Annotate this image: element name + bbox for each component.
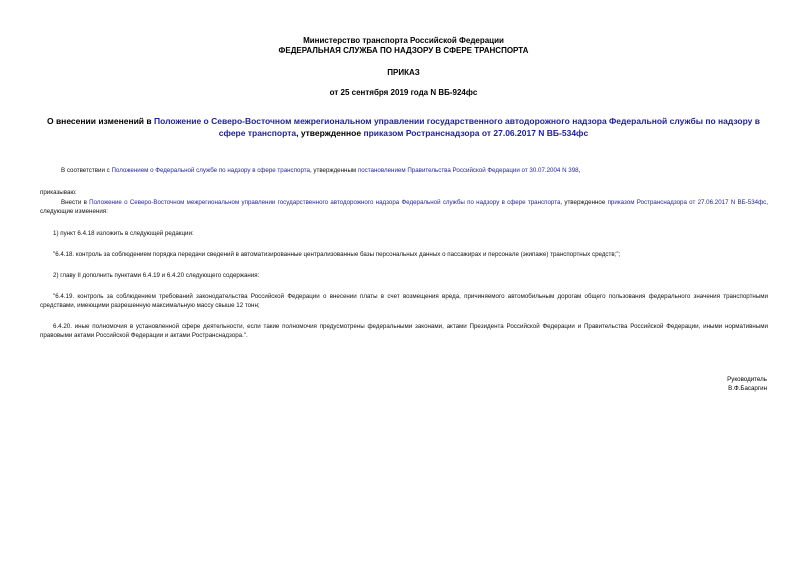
p3-middle: , утвержденное [560,199,608,206]
paragraph-6-4-19: "6.4.19. контроль за соблюдением требований законодательства Российской Федерации о внесении платы в счет возмещения вреда, причиняемого автомобильным дорогам общего пользования федерального значения транспортными средствами, имеющими разрешенную максимальную массу свыше 12 тонн; [40,293,768,309]
p1-middle: , утвержденным [309,167,358,174]
p1-suffix: , [578,167,581,174]
p3-prefix: Внести в [61,199,90,206]
paragraph-item-1: 1) пункт 6.4.18 изложить в следующей редакции: [53,230,194,237]
p3-suffix: , следующие изменения: [40,199,769,215]
paragraph-amend [40,198,768,216]
paragraph-6-4-18: "6.4.18. контроль за соблюдением порядка передачи сведений в автоматизированные централизованные базы персональных данных о пассажирах и персонале (экипаже) транспортных средств;"; [53,251,621,258]
p1-link-decree[interactable]: постановлением Правительства Российской Федерации от 30.07.2004 N 398 [357,167,579,174]
service-heading: ФЕДЕРАЛЬНАЯ СЛУЖБА ПО НАДЗОРУ В СФЕРЕ ТРАНСПОРТА [278,46,529,55]
title-prefix: О внесении изменений в [46,116,154,126]
p3-link-order[interactable]: приказом Ространснадзора от 27.06.2017 N ВБ-534фс [607,199,767,206]
p1-link-regulation[interactable]: Положением о Федеральной службе по надзору в сфере транспорта [111,167,310,174]
p1-prefix: В соответствии с [61,167,112,174]
signature-role: Руководитель [727,376,767,383]
document-title [40,115,767,139]
title-link-regulation[interactable]: Положение о Северо-Восточном межрегиональном управлении государственного автодорожного надзора Федеральной службы по надзору в сфере транспорта [153,116,760,138]
title-link-order[interactable]: приказом Ространснадзора от 27.06.2017 N ВБ-534фс [363,128,589,138]
paragraph-order-word: приказываю: [40,189,77,196]
title-middle: , утвержденное [296,128,364,138]
date-number-heading: от 25 сентября 2019 года N ВБ-924фс [329,88,478,97]
doc-type-heading: ПРИКАЗ [387,68,420,77]
p3-link-regulation[interactable]: Положение о Северо-Восточном межрегиональном управлении государственного автодорожного надзора Федеральной службы по надзору в сфере транспорта [89,199,561,206]
paragraph-item-2: 2) главу II дополнить пунктами 6.4.19 и 6.4.20 следующего содержания: [53,272,260,279]
paragraph-basis [61,166,771,175]
ministry-heading: Министерство транспорта Российской Федерации [303,36,504,45]
signature-name: В.Ф.Басаргин [728,385,767,392]
paragraph-6-4-20: 6.4.20. иные полномочия в установленной сфере деятельности, если такие полномочия предусмотрены федеральными законами, актами Президента Российской Федерации и Правительства Российской Федерации, иными нормативными правовыми актами Российской Федерации и актами Ространснадзора.". [40,323,768,339]
